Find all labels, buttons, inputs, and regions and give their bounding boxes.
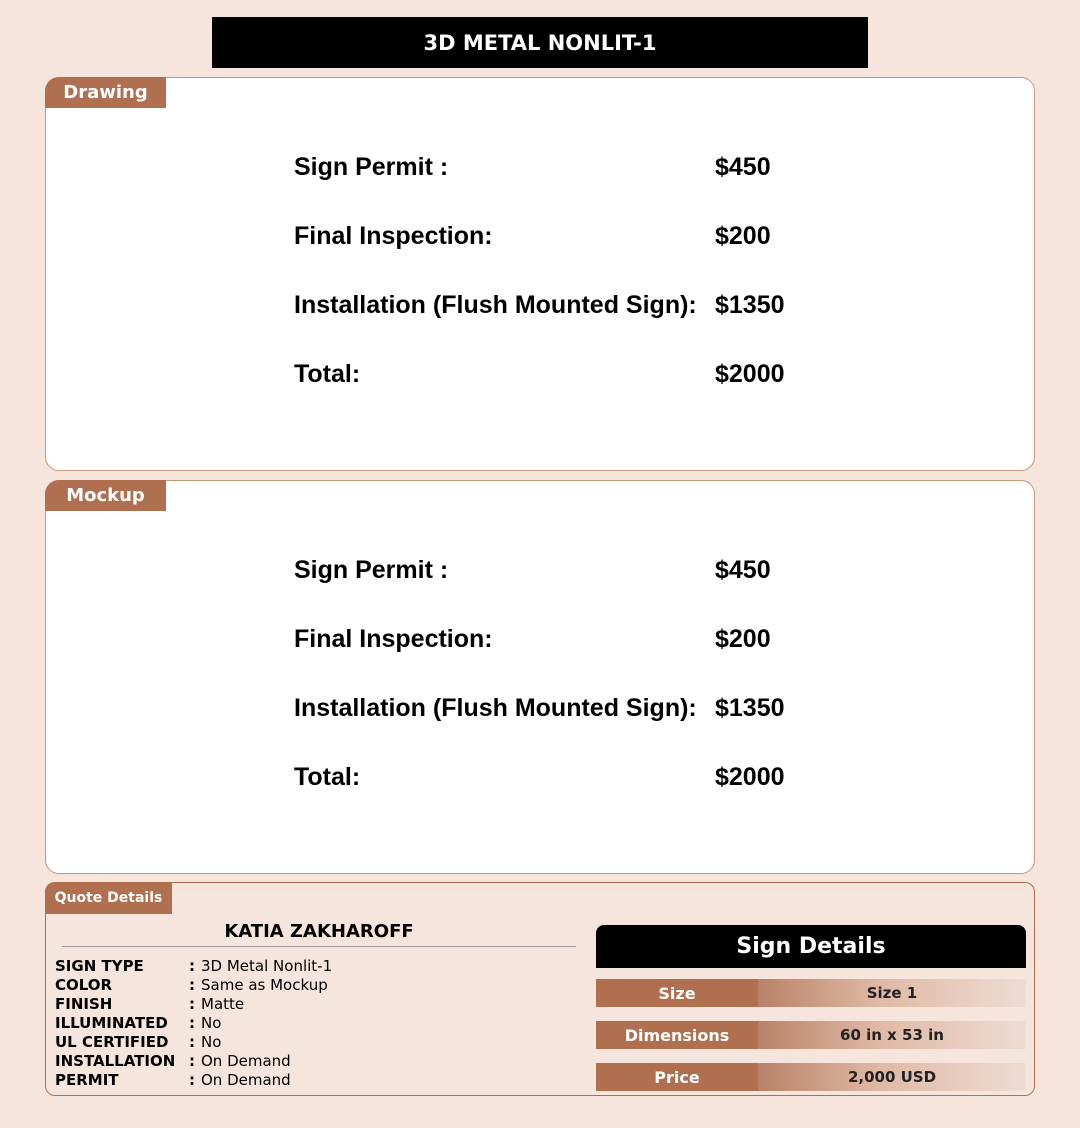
cost-row-total [294, 760, 894, 794]
spec-row-finish [55, 994, 575, 1013]
spec-separator: : [189, 1013, 195, 1032]
spec-row-ul-certified [55, 1032, 575, 1051]
cost-value: $450 [715, 152, 771, 181]
cost-label: Sign Permit : [294, 152, 449, 181]
spec-key: SIGN TYPE [55, 956, 144, 975]
spec-separator: : [189, 994, 195, 1013]
spec-separator: : [189, 1032, 195, 1051]
cost-value: $1350 [715, 290, 785, 319]
spec-separator: : [189, 1051, 195, 1070]
mockup-panel [45, 480, 1035, 874]
spec-value: 3D Metal Nonlit-1 [201, 956, 333, 975]
spec-key: UL CERTIFIED [55, 1032, 169, 1051]
cost-row-final-inspection [294, 219, 894, 253]
spec-separator: : [189, 956, 195, 975]
spec-value: On Demand [201, 1070, 291, 1089]
cost-label: Final Inspection: [294, 624, 493, 653]
cost-label: Total: [294, 762, 361, 791]
customer-name: KATIA ZAKHAROFF [62, 921, 576, 947]
cost-row-installation [294, 691, 894, 725]
cost-row-total [294, 357, 894, 391]
spec-row-sign-type [55, 956, 575, 975]
sign-detail-row-dimensions [596, 1021, 1026, 1049]
cost-value: $2000 [715, 359, 785, 388]
cost-value: $1350 [715, 693, 785, 722]
spec-value: Matte [201, 994, 245, 1013]
cost-row-sign-permit [294, 150, 894, 184]
sign-detail-key: Size [596, 979, 758, 1007]
spec-value: No [201, 1013, 222, 1032]
cost-label: Installation (Flush Mounted Sign): [294, 290, 697, 319]
quote-details-tab: Quote Details [45, 882, 172, 914]
spec-separator: : [189, 1070, 195, 1089]
quote-details-panel [45, 882, 1035, 1096]
spec-key: INSTALLATION [55, 1051, 176, 1070]
sign-detail-value: 60 in x 53 in [758, 1021, 1026, 1049]
spec-key: COLOR [55, 975, 113, 994]
spec-key: ILLUMINATED [55, 1013, 168, 1032]
spec-separator: : [189, 975, 195, 994]
drawing-tab: Drawing [45, 77, 166, 108]
spec-value: Same as Mockup [201, 975, 328, 994]
cost-label: Installation (Flush Mounted Sign): [294, 693, 697, 722]
sign-detail-key: Dimensions [596, 1021, 758, 1049]
cost-label: Total: [294, 359, 361, 388]
cost-value: $200 [715, 221, 771, 250]
spec-list [55, 956, 575, 1089]
spec-row-permit [55, 1070, 575, 1089]
sign-details-header: Sign Details [596, 925, 1026, 968]
sign-detail-row-size [596, 979, 1026, 1007]
cost-row-installation [294, 288, 894, 322]
cost-value: $200 [715, 624, 771, 653]
spec-row-illuminated [55, 1013, 575, 1032]
sign-detail-key: Price [596, 1063, 758, 1091]
cost-row-sign-permit [294, 553, 894, 587]
drawing-panel [45, 77, 1035, 471]
cost-value: $450 [715, 555, 771, 584]
spec-row-color [55, 975, 575, 994]
spec-value: On Demand [201, 1051, 291, 1070]
cost-row-final-inspection [294, 622, 894, 656]
spec-key: FINISH [55, 994, 113, 1013]
mockup-tab: Mockup [45, 480, 166, 511]
cost-value: $2000 [715, 762, 785, 791]
sign-detail-row-price [596, 1063, 1026, 1091]
sign-detail-value: 2,000 USD [758, 1063, 1026, 1091]
cost-label: Final Inspection: [294, 221, 493, 250]
page-title: 3D METAL NONLIT-1 [212, 17, 868, 68]
cost-label: Sign Permit : [294, 555, 449, 584]
sign-detail-value: Size 1 [758, 979, 1026, 1007]
spec-key: PERMIT [55, 1070, 119, 1089]
spec-value: No [201, 1032, 222, 1051]
spec-row-installation [55, 1051, 575, 1070]
